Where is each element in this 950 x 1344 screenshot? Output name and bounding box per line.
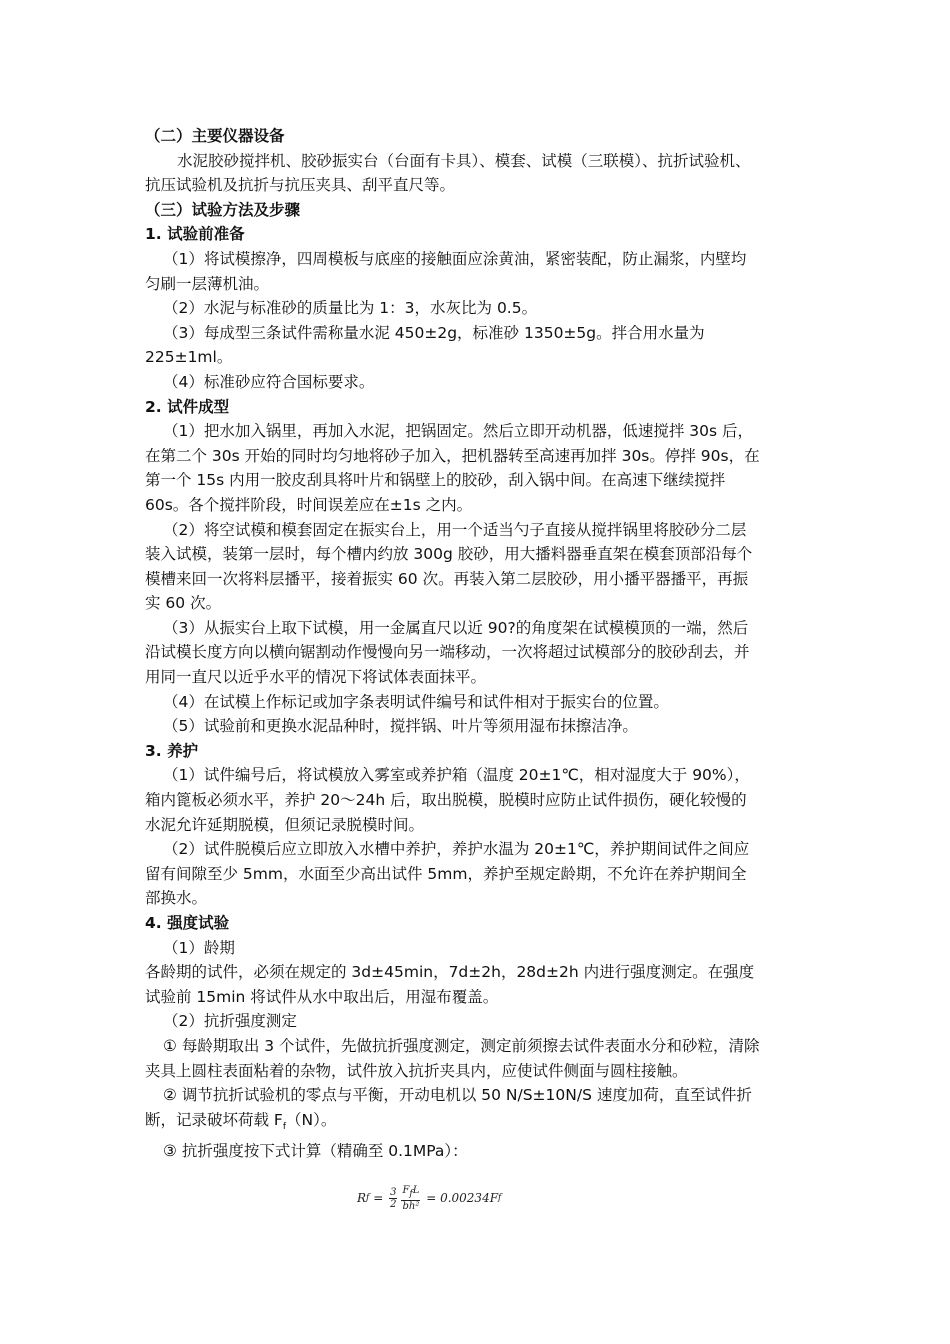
paragraph-line (145, 1108, 810, 1140)
formula-rhs-sub: f (498, 1193, 502, 1204)
numerator-sub: f (409, 1188, 413, 1199)
paragraph-line: 225±1ml。 (145, 348, 233, 367)
paragraph-line: （5）试验前和更换水泥品种时，搅拌锅、叶片等须用湿布抹擦洁净。 (163, 717, 638, 736)
formula-lhs-sub: f (366, 1193, 370, 1204)
paragraph-line: ③ 抗折强度按下式计算（精确至 0.1MPa）： (163, 1142, 468, 1161)
subheading-strength: 4. 强度试验 (145, 914, 230, 932)
formula-equals-constant: = 0.00234 (422, 1191, 490, 1206)
paragraph-line: 箱内篦板必须水平，养护 20～24h 后，取出脱模，脱模时应防止试件损伤，硬化较慢的 (145, 791, 747, 810)
formula-equals: = (369, 1191, 388, 1206)
subheading-preparation: 1. 试验前准备 (145, 225, 245, 244)
paragraph-line: 用同一直尺以近乎水平的情况下将试体表面抹平。 (145, 668, 487, 687)
paragraph-line: 水泥胶砂搅拌机、胶砂振实台（台面有卡具）、模套、试模（三联模）、抗折试验机、 (177, 151, 751, 170)
paragraph-line: （3）每成型三条试件需称量水泥 450±2g，标准砂 1350±5g。拌合用水量为 (163, 323, 705, 342)
section-heading-method: （三）试验方法及步骤 (145, 200, 301, 219)
paragraph-line: （1）将试模擦净，四周模板与底座的接触面应涂黄油，紧密装配，防止漏浆，内壁均 (163, 249, 747, 268)
paragraph-line: 留有间隙至少 5mm，水面至少高出试件 5mm，养护至规定龄期，不允许在养护期间全 (145, 864, 747, 883)
numerator-symbol: F (402, 1184, 410, 1196)
paragraph-line: 模槽来回一次将料层播平，接着振实 60 次。再装入第二层胶砂，用小播平器播平，再振 (145, 569, 749, 588)
fraction-numerator (401, 1185, 420, 1201)
paragraph-line: （1）把水加入锅里，再加入水泥，把锅固定。然后立即开动机器，低速搅拌 30s 后， (163, 422, 754, 441)
paragraph-line: 在第二个 30s 开始的同时均匀地将砂子加入，把机器转至高速再加拌 30s。停拌 90s，在 (145, 446, 760, 465)
paragraph-line: （1）试件编号后，将试模放入雾室或养护箱（温度 20±1℃，相对湿度大于 90%）， (163, 766, 750, 785)
numerator-length: L (412, 1184, 420, 1196)
load-unit: （N）。 (286, 1110, 337, 1129)
paragraph-line: 抗压试验机及抗折与抗压夹具、刮平直尺等。 (145, 176, 456, 195)
paragraph-line: 试验前 15min 将试件从水中取出后，用湿布覆盖。 (145, 987, 499, 1006)
document-body (145, 124, 810, 1218)
paragraph-line: 60s。各个搅拌阶段，时间误差应在±1s 之内。 (145, 495, 473, 514)
paragraph-line: 部换水。 (145, 889, 208, 908)
paragraph-line: （1）龄期 (163, 938, 235, 957)
paragraph-line: 水泥允许延期脱模，但须记录脱模时间。 (145, 815, 425, 834)
formula-lhs: R (357, 1191, 367, 1206)
paragraph-line: （2）试件脱模后应立即放入水槽中养护，养护水温为 20±1℃，养护期间试件之间应 (163, 840, 750, 859)
paragraph-line: ① 每龄期取出 3 个试件，先做抗折强度测定，测定前须擦去试件表面水分和砂粒，清除 (163, 1036, 760, 1055)
load-text: 断，记录破坏荷载 F (145, 1110, 283, 1129)
paragraph-line: 装入试模，装第一层时，每个槽内约放 300g 胶砂，用大播料器垂直架在模套顶部沿每个 (145, 545, 753, 564)
paragraph-line: 夹具上圆柱表面粘着的杂物，试件放入抗折夹具内，应使试件侧面与圆柱接触。 (145, 1061, 688, 1080)
formula-fraction-load (401, 1185, 420, 1212)
paragraph-line: 匀刷一层薄机油。 (145, 274, 270, 293)
fraction-denominator: 2 (390, 1198, 397, 1210)
paragraph-line: （4）标准砂应符合国标要求。 (163, 372, 375, 391)
fraction-numerator: 3 (390, 1186, 397, 1198)
load-subscript: f (282, 1121, 287, 1132)
paragraph-line: （3）从振实台上取下试模，用一金属直尺以近 90?的角度架在试模模顶的一端，然后 (163, 618, 749, 637)
paragraph-line: （2）将空试模和模套固定在振实台上，用一个适当勺子直接从搅拌锅里将胶砂分二层 (163, 520, 747, 539)
section-heading-instruments: （二）主要仪器设备 (145, 127, 285, 145)
formula-fraction-coefficient (389, 1187, 397, 1210)
fraction-denominator: bh² (402, 1200, 420, 1212)
paragraph-line: （2）水泥与标准砂的质量比为 1：3，水灰比为 0.5。 (163, 299, 538, 318)
paragraph-line: （4）在试模上作标记或加字条表明试件编号和试件相对于振实台的位置。 (163, 692, 669, 711)
subheading-forming: 2. 试件成型 (145, 397, 230, 416)
paragraph-line: 第一个 15s 内用一胶皮刮具将叶片和锅壁上的胶砂，刮入锅中间。在高速下继续搅拌 (145, 471, 726, 490)
paragraph-line: 实 60 次。 (145, 594, 222, 613)
paragraph-line: （2）抗折强度测定 (163, 1012, 297, 1031)
paragraph-line: 各龄期的试件，必须在规定的 3d±45min，7d±2h，28d±2h 内进行强度测定。在强度 (145, 963, 755, 982)
paragraph-line: 沿试模长度方向以横向锯割动作慢慢向另一端移动，一次将超过试模部分的胶砂刮去，并 (145, 643, 750, 662)
flexural-strength-formula (357, 1178, 810, 1218)
subheading-curing: 3. 养护 (145, 741, 199, 760)
paragraph-line: ② 调节抗折试验机的零点与平衡，开动电机以 50 N/S±10N/S 速度加荷，直至试件折 (163, 1086, 752, 1105)
formula-rhs: F (489, 1191, 499, 1206)
